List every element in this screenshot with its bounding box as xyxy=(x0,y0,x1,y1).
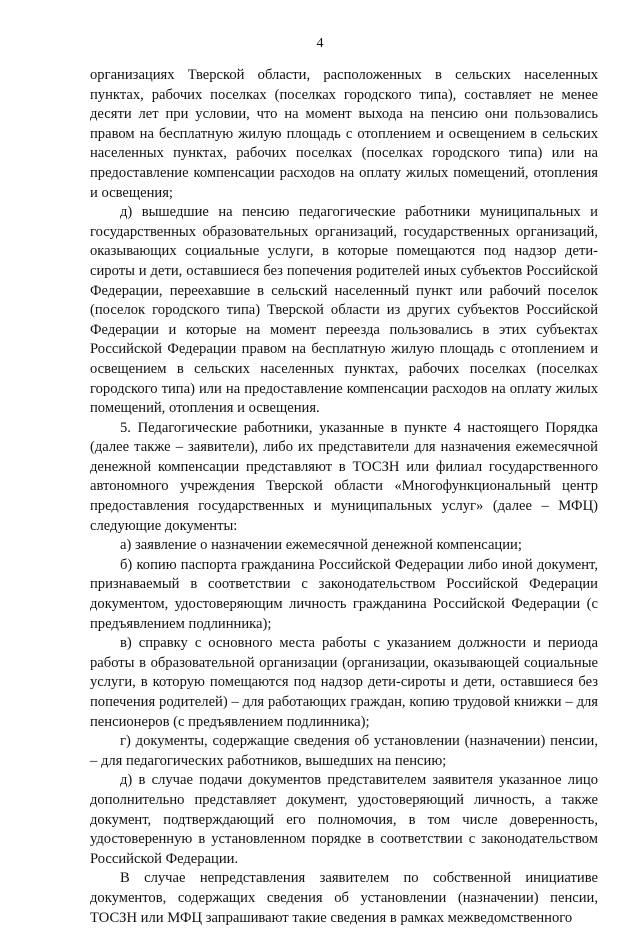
paragraph-item-d-representative: д) в случае подачи документов представителем заявителя указанное лицо дополнительно представляет документ, удостоверяющий личность, а также документ, подтверждающий его полномочия, в том числе доверенность, удостоверенную в установленном порядке в соответствии с законодательством Российской Федерации. xyxy=(90,772,598,867)
paragraph-clause-5: 5. Педагогические работники, указанные в пункте 4 настоящего Порядка (далее также – заявители), либо их представители для назначения ежемесячной денежной компенсации представляют в ТОСЗН или филиал государственного автономного учреждения Тверской области «Многофункциональный центр предоставления государственных и муниципальных услуг» (далее – МФЦ) следующие документы: xyxy=(90,419,598,534)
paragraph-item-g-pension-documents: г) документы, содержащие сведения об установлении (назначении) пенсии, – для педагогических работников, вышедших на пенсию; xyxy=(90,733,598,769)
paragraph-item-a-application: а) заявление о назначении ежемесячной денежной компенсации; xyxy=(120,537,522,554)
document-body xyxy=(90,66,598,928)
paragraph-item-v-employment-certificate: в) справку с основного места работы с указанием должности и периода работы в образовательной организации (организации, оказывающей социальные услуги, в которую помещаются под надзор дети-сироты и дети, оставшиеся без попечения родителей) – для работающих граждан, копию трудовой книжки – для пенсионеров (с предъявлением подлинника); xyxy=(90,635,598,730)
paragraph-interagency-request: В случае непредставления заявителем по собственной инициативе документов, содержащих сведения об установлении (назначении) пенсии, ТОСЗН или МФЦ запрашивают такие сведения в рамках межведомственного xyxy=(90,870,598,926)
page-number: 4 xyxy=(316,36,324,51)
paragraph-item-b-passport: б) копию паспорта гражданина Российской Федерации либо иной документ, признаваемый в соответствии с законодательством Российской Федерации документом, удостоверяющим личность гражданина Российской Федерации (с предъявлением подлинника); xyxy=(90,556,598,632)
paragraph-item-d-retired-teachers: д) вышедшие на пенсию педагогические работники муниципальных и государственных образовательных организаций, государственных организаций, оказывающих социальные услуги, в которые помещаются под надзор дети-сироты и дети, оставшиеся без попечения родителей иных субъектов Российской Федерации, переехавшие в сельский населенный пункт или рабочий поселок (поселок городского типа) Тверской области из других субъектов Российской Федерации и которые на момент переезда пользовались в этих субъектах Российской Федерации правом на бесплатную жилую площадь с отоплением и освещением в сельских населенных пунктах, рабочих поселках (поселках городского типа) или на предоставление компенсации расходов на оплату жилых помещений, отопления и освещения. xyxy=(90,204,598,417)
paragraph-continuation: организациях Тверской области, расположенных в сельских населенных пунктах, рабочих поселках (поселках городского типа), составляет не менее десяти лет при условии, что на момент выхода на пенсию они пользовались правом на бесплатную жилую площадь с отоплением и освещением в сельских населенных пунктах, рабочих поселках (поселках городского типа) или на предоставление компенсации расходов на оплату жилых помещений, отопления и освещения; xyxy=(90,67,598,201)
